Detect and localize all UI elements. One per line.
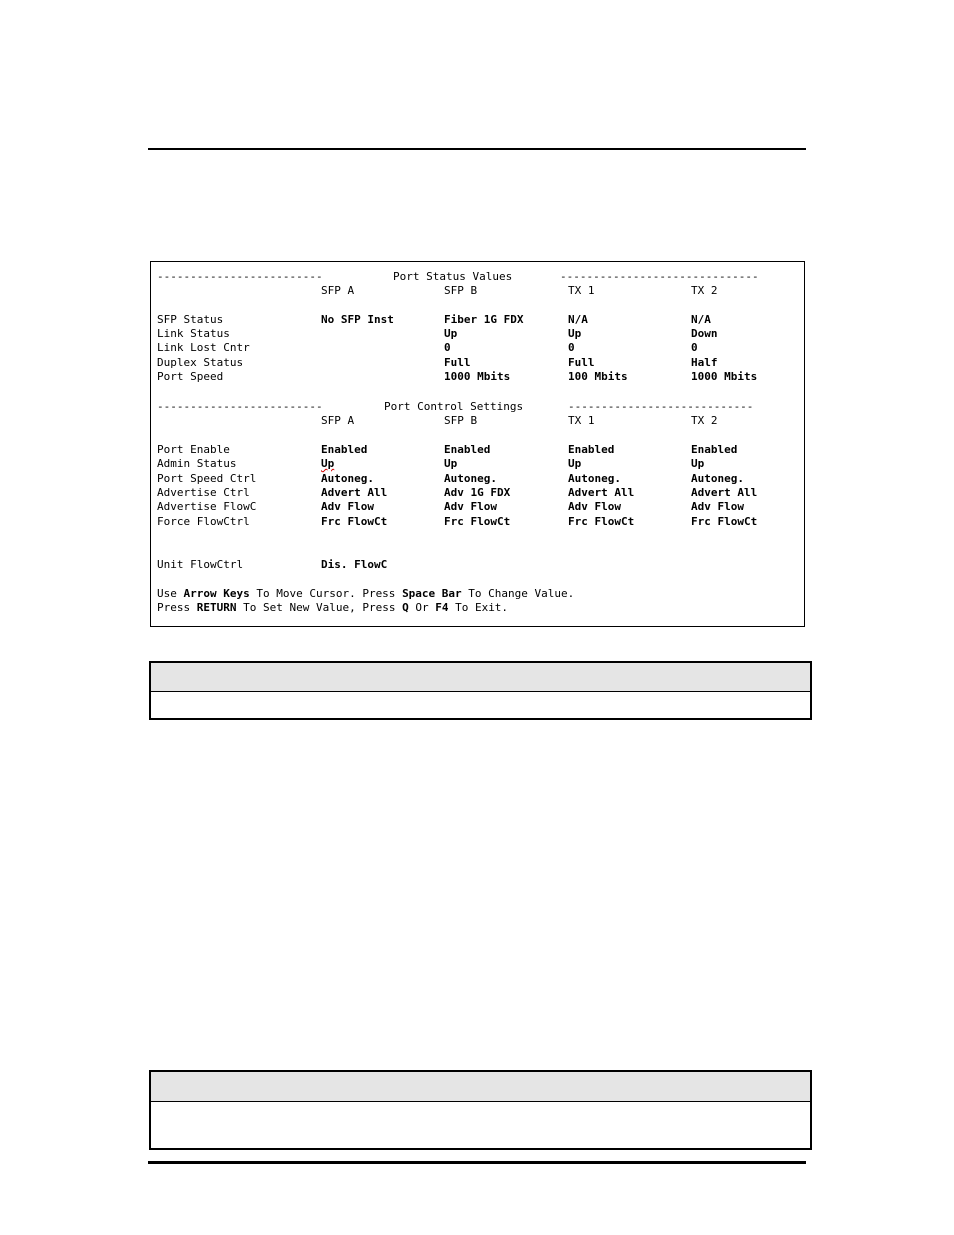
instruction-segment: Press: [157, 601, 197, 614]
setting-cell[interactable]: Autoneg.: [321, 472, 374, 485]
instructions-line-1: [151, 587, 804, 601]
note-box: [149, 661, 812, 720]
row-label: Force FlowCtrl: [157, 515, 250, 528]
setting-cell[interactable]: Frc FlowCt: [321, 515, 388, 528]
setting-cell[interactable]: Up: [691, 457, 705, 470]
value-cell: 0: [444, 341, 451, 354]
note-box-header: [151, 1072, 810, 1102]
terminal-screen: [150, 261, 805, 627]
row-label: Port Speed Ctrl: [157, 472, 257, 485]
value-cell: 0: [691, 341, 698, 354]
row-label: Admin Status: [157, 457, 237, 470]
setting-cell[interactable]: Autoneg.: [444, 472, 497, 485]
instruction-segment: To Change Value.: [461, 587, 575, 600]
setting-cell[interactable]: Advert All: [568, 486, 635, 499]
control-row: [151, 472, 804, 486]
setting-cell-cursor[interactable]: Up: [321, 457, 335, 470]
setting-cell[interactable]: Dis. FlowC: [321, 558, 388, 571]
control-row: [151, 486, 804, 500]
setting-cell[interactable]: Advert All: [691, 486, 758, 499]
column-header-sfp-b: SFP B: [444, 284, 478, 297]
status-header-dashes-right: ------------------------------: [560, 270, 759, 283]
column-header-sfp-a: SFP A: [321, 414, 355, 427]
control-header-dashes-right: ----------------------------: [568, 400, 754, 413]
instruction-key: Arrow Keys: [183, 587, 250, 600]
setting-cell[interactable]: Enabled: [691, 443, 738, 456]
value-cell: 100 Mbits: [568, 370, 628, 383]
value-cell: Full: [568, 356, 595, 369]
value-cell: Fiber 1G FDX: [444, 313, 524, 326]
control-row: [151, 457, 804, 471]
value-cell: Down: [691, 327, 718, 340]
setting-cell[interactable]: Adv Flow: [444, 500, 497, 513]
note-box-body: [151, 1102, 810, 1148]
instruction-key: Space Bar: [402, 587, 462, 600]
status-header-dashes-left: -------------------------: [157, 270, 323, 283]
instruction-segment: Or: [408, 601, 436, 614]
control-row: [151, 443, 804, 457]
setting-cell[interactable]: Autoneg.: [568, 472, 621, 485]
instruction-segment: To Set New Value, Press: [236, 601, 403, 614]
column-header-tx-2: TX 2: [691, 414, 718, 427]
column-header-tx-1: TX 1: [568, 284, 595, 297]
note-box: [149, 1070, 812, 1150]
status-section-title: Port Status Values: [387, 270, 518, 284]
status-row: [151, 356, 804, 370]
header-rule: [148, 148, 806, 150]
control-row: [151, 500, 804, 514]
row-label: SFP Status: [157, 313, 224, 326]
note-box-header: [151, 663, 810, 692]
setting-cell[interactable]: Autoneg.: [691, 472, 744, 485]
instruction-segment: To Exit.: [448, 601, 509, 614]
instruction-text: [157, 587, 574, 601]
row-label: Unit FlowCtrl: [157, 558, 244, 571]
setting-cell[interactable]: Enabled: [444, 443, 491, 456]
setting-cell[interactable]: Adv Flow: [568, 500, 621, 513]
value-cell: Full: [444, 356, 471, 369]
value-cell: Up: [568, 327, 582, 340]
status-row: [151, 370, 804, 384]
footer-rule: [148, 1161, 806, 1164]
value-cell: 0: [568, 341, 575, 354]
column-header-tx-1: TX 1: [568, 414, 595, 427]
column-header-sfp-a: SFP A: [321, 284, 355, 297]
column-header-sfp-b: SFP B: [444, 414, 478, 427]
status-row: [151, 341, 804, 355]
setting-cell[interactable]: Frc FlowCt: [568, 515, 635, 528]
value-cell: N/A: [568, 313, 588, 326]
setting-cell[interactable]: Up: [568, 457, 582, 470]
control-column-headers: [151, 414, 804, 428]
status-column-headers: [151, 284, 804, 298]
control-row: [151, 515, 804, 529]
column-header-tx-2: TX 2: [691, 284, 718, 297]
setting-cell[interactable]: Advert All: [321, 486, 388, 499]
row-label: Duplex Status: [157, 356, 244, 369]
setting-cell[interactable]: Frc FlowCt: [444, 515, 511, 528]
unit-flow-row: [151, 558, 804, 572]
value-cell: Half: [691, 356, 718, 369]
instruction-segment: Use: [157, 587, 184, 600]
value-cell: N/A: [691, 313, 711, 326]
status-row: [151, 313, 804, 327]
setting-cell[interactable]: Enabled: [321, 443, 368, 456]
setting-cell[interactable]: Adv Flow: [321, 500, 374, 513]
status-section-header: [151, 270, 804, 284]
instruction-segment: To Move Cursor. Press: [249, 587, 403, 600]
value-cell: 1000 Mbits: [444, 370, 511, 383]
instruction-key: F4: [435, 601, 449, 614]
setting-cell[interactable]: Adv 1G FDX: [444, 486, 511, 499]
setting-cell[interactable]: Up: [444, 457, 458, 470]
setting-cell[interactable]: Adv Flow: [691, 500, 744, 513]
row-label: Port Speed: [157, 370, 224, 383]
setting-cell[interactable]: Frc FlowCt: [691, 515, 758, 528]
value-cell: Up: [444, 327, 458, 340]
control-section-title: Port Control Settings: [378, 400, 529, 414]
control-header-dashes-left: -------------------------: [157, 400, 323, 413]
row-label: Advertise Ctrl: [157, 486, 250, 499]
instruction-key: RETURN: [196, 601, 237, 614]
value-cell: 1000 Mbits: [691, 370, 758, 383]
status-row: [151, 327, 804, 341]
row-label: Link Status: [157, 327, 230, 340]
note-box-body: [151, 692, 810, 718]
instruction-text: [157, 601, 508, 615]
setting-cell[interactable]: Enabled: [568, 443, 615, 456]
row-label: Link Lost Cntr: [157, 341, 250, 354]
instruction-key: Q: [402, 601, 409, 614]
control-section-header: [151, 400, 804, 414]
value-cell[interactable]: No SFP Inst: [321, 313, 394, 326]
row-label: Port Enable: [157, 443, 230, 456]
row-label: Advertise FlowC: [157, 500, 257, 513]
instructions-line-2: [151, 601, 804, 615]
